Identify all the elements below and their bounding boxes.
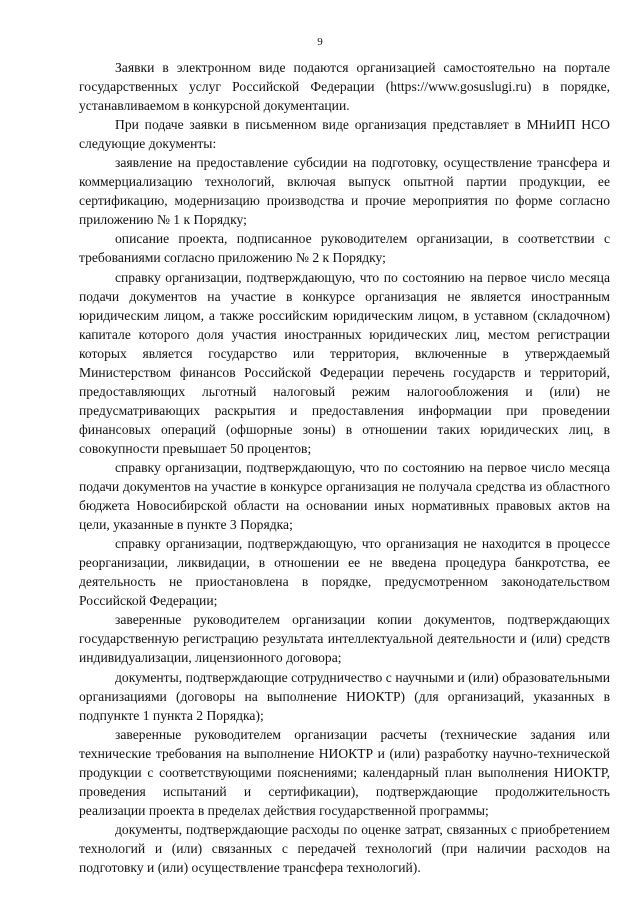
list-item-reorganization-certificate: справку организации, подтверждающую, что организация не находится в процессе реорганизации, ликвидации, в отношении ее не введена процедура банкротства, ее деятельность не приостановлена в порядке, предусмотренном законодательством Российской Федерации; — [79, 536, 610, 609]
paragraph-electronic-submission: Заявки в электронном виде подаются организацией самостоятельно на портале государственных услуг Российской Федерации (https://www.gosuslugi.ru) в порядке, устанавливаемом в конкурсной документации. — [79, 60, 610, 114]
list-item-project-description: описание проекта, подписанное руководителем организации, в соответствии с требованиями согласно приложению № 2 к Порядку; — [79, 231, 610, 266]
document-body — [79, 58, 610, 877]
paragraph-written-submission-intro: При подаче заявки в письменном виде организация представляет в МНиИП НСО следующие документы: — [79, 117, 610, 152]
list-item-registration-copies: заверенные руководителем организации копии документов, подтверждающих государственную регистрацию результата интеллектуальной деятельности и (или) средств индивидуализации, лицензионного договора; — [79, 612, 610, 666]
list-item-budget-funds-certificate: справку организации, подтверждающую, что по состоянию на первое число месяца подачи документов на участие в конкурсе организация не получала средства из областного бюджета Новосибирской области на основании иных нормативных правовых актов на цели, указанные в пункте 3 Порядка; — [79, 459, 610, 533]
page-number: 9 — [317, 36, 323, 48]
list-item-foreign-entity-certificate: справку организации, подтверждающую, что по состоянию на первое число месяца подачи документов на участие в конкурсе организация не является иностранным юридическим лицом, а также российским юридическим лицом, в уставном (складочном) капитале которого доля участия иностранных юридических лиц, местом регистрации которых является государство или территория, включенные в утверждаемый Министерством финансов Российской Федерации перечень государств и территорий, предоставляющих льготный налоговый режим налогообложения и (или) не предусматривающих раскрытия и предоставления информации при проведении финансовых операций (офшорные зоны) в отношении таких юридических лиц, в совокупности превышает 50 процентов; — [79, 269, 610, 456]
list-item-cooperation-documents: документы, подтверждающие сотрудничество с научными и (или) образовательными организациями (договоры на выполнение НИОКТР) (для организаций, указанных в подпункте 1 пункта 2 Порядка); — [79, 669, 610, 723]
list-item-application: заявление на предоставление субсидии на подготовку, осуществление трансфера и коммерциализацию технологий, включая выпуск опытной партии продукции, ее сертификацию, модернизацию производства и прочие мероприятия по форме согласно приложению № 1 к Порядку; — [79, 155, 610, 228]
list-item-expense-documents: документы, подтверждающие расходы по оценке затрат, связанных с приобретением технологий и (или) связанных с передачей технологий (при наличии расходов на подготовку и (или) осуществление трансфера технологий). — [79, 821, 610, 875]
list-item-calculations: заверенные руководителем организации расчеты (технические задания или технические требования на выполнение НИОКТР и (или) разработку научно-технической продукции с соответствующими пояснениями; календарный план выполнения НИОКТР, проведения испытаний и сертификации), подтверждающие продолжительность реализации проекта в пределах действия государственной программы; — [79, 726, 610, 818]
